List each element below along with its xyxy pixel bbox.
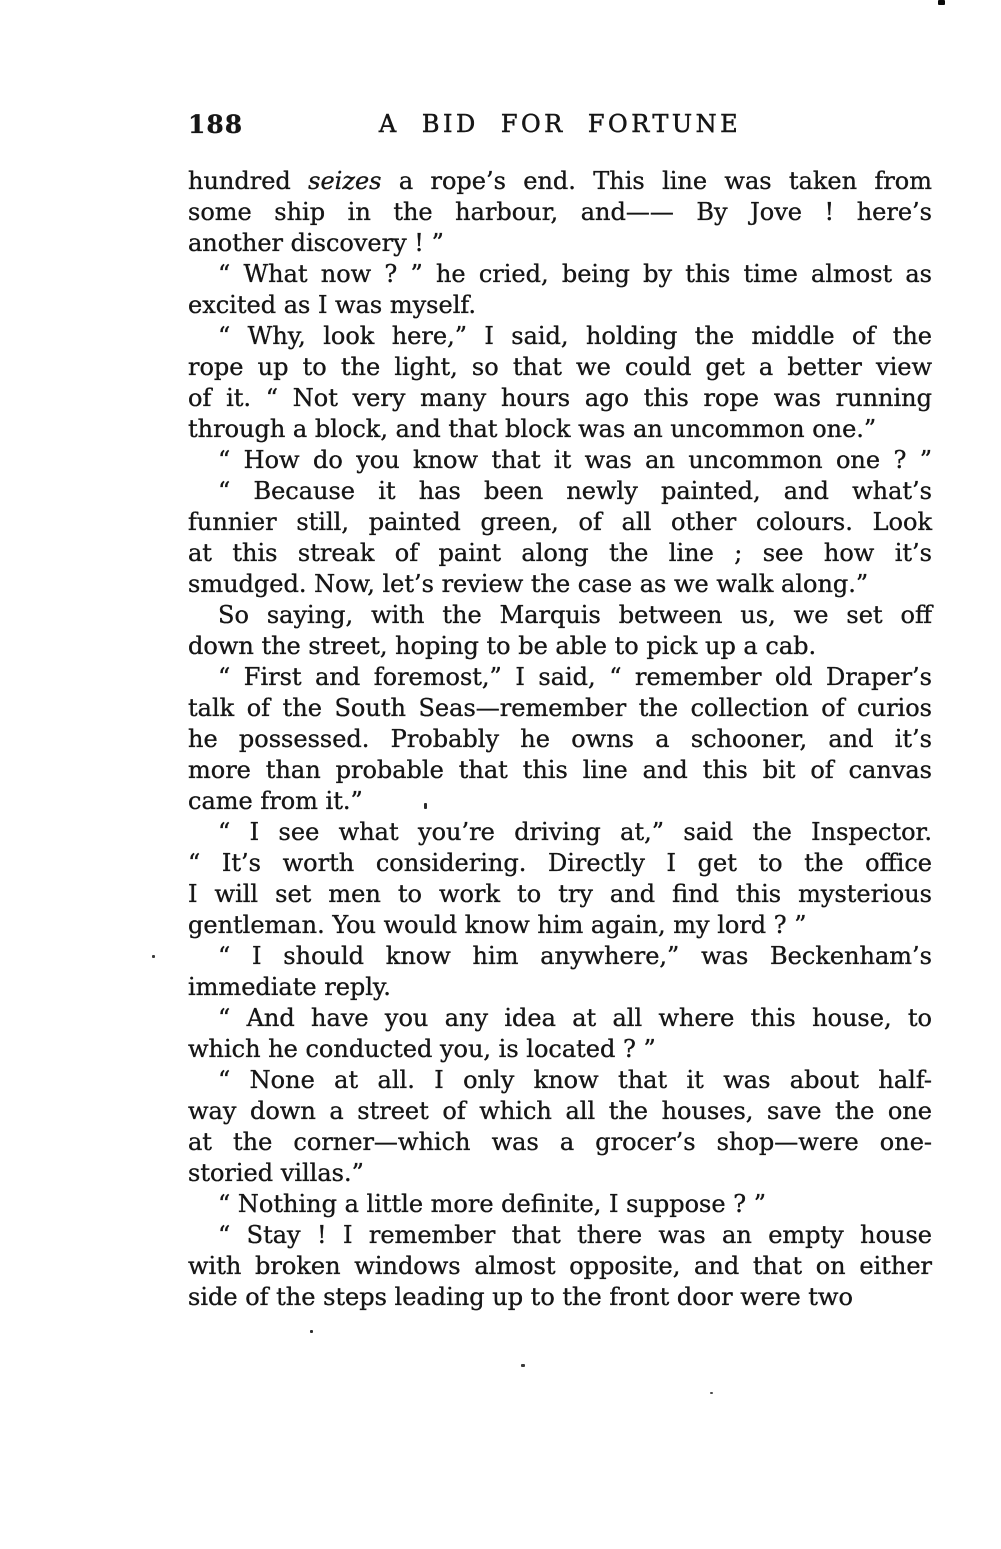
text-run: “ Nothing a little more definite, I suppose ? ” [218, 1190, 766, 1218]
text-run: side of the steps leading up to the front door were two [188, 1283, 853, 1311]
text-line [188, 1220, 932, 1251]
text-line [188, 941, 932, 972]
text-line [188, 724, 932, 755]
text-run: which he conducted you, is located ? ” [188, 1035, 656, 1063]
scan-speck [710, 1392, 713, 1394]
text-line [188, 290, 932, 321]
text-run: with broken windows almost opposite, and that on either [188, 1252, 932, 1280]
scan-speck [938, 0, 945, 5]
text-line [188, 662, 932, 693]
text-line [188, 1003, 932, 1034]
text-line [188, 693, 932, 724]
text-line [188, 259, 932, 290]
text-line [188, 631, 932, 662]
scan-speck [310, 1330, 313, 1333]
text-line [188, 786, 932, 817]
text-run: a rope’s end. This line was taken from [381, 167, 933, 195]
text-line [188, 848, 932, 879]
text-run: immediate reply. [188, 973, 391, 1001]
text-line [188, 414, 932, 445]
text-run: through a block, and that block was an uncommon one.” [188, 415, 877, 443]
text-run: of it. “ Not very many hours ago this rope was running [188, 384, 932, 412]
italic-word: seizes [308, 167, 382, 195]
running-header [188, 110, 932, 144]
text-run: smudged. Now, let’s review the case as we walk along.” [188, 570, 869, 598]
text-line [188, 383, 932, 414]
text-line [188, 228, 932, 259]
text-line [188, 1034, 932, 1065]
text-run: funnier still, painted green, of all other colours. Look [188, 508, 932, 536]
text-line [188, 476, 932, 507]
page-body [188, 166, 932, 1313]
text-run: excited as I was myself. [188, 291, 477, 319]
text-run: down the street, hoping to be able to pick up a cab. [188, 632, 817, 660]
text-run: “ And have you any idea at all where this house, to [218, 1004, 932, 1032]
text-line [188, 507, 932, 538]
text-line [188, 1282, 932, 1313]
text-run: “ Stay ! I remember that there was an empty house [218, 1221, 932, 1249]
scan-speck [424, 803, 427, 809]
text-line [188, 1251, 932, 1282]
text-line [188, 1158, 932, 1189]
text-line [188, 879, 932, 910]
text-line [188, 321, 932, 352]
text-run: way down a street of which all the houses, save the one [188, 1097, 932, 1125]
text-line [188, 910, 932, 941]
text-run: “ None at all. I only know that it was about half- [218, 1066, 932, 1094]
text-line [188, 972, 932, 1003]
text-run: at this streak of paint along the line ; see how it’s [188, 539, 932, 567]
text-line [188, 197, 932, 228]
text-line [188, 538, 932, 569]
text-line [188, 445, 932, 476]
text-run: more than probable that this line and this bit of canvas [188, 756, 932, 784]
text-line [188, 600, 932, 631]
text-run: gentleman. You would know him again, my lord ? ” [188, 911, 807, 939]
text-line [188, 569, 932, 600]
text-run: another discovery ! ” [188, 229, 444, 257]
text-line [188, 1065, 932, 1096]
page-number: 188 [188, 110, 244, 139]
text-run: “ It’s worth considering. Directly I get to the office [188, 849, 932, 877]
text-run: talk of the South Seas—remember the collection of curios [188, 694, 932, 722]
text-run: at the corner—which was a grocer’s shop—were one- [188, 1128, 932, 1156]
text-line [188, 755, 932, 786]
text-run: “ Why, look here,” I said, holding the middle of the [218, 322, 932, 350]
text-line [188, 1189, 932, 1220]
text-run: I will set men to work to try and find this mysterious [188, 880, 932, 908]
text-run: some ship in the harbour, and—— By Jove ! here’s [188, 198, 932, 226]
text-run: came from it.” [188, 787, 363, 815]
text-run: storied villas.” [188, 1159, 364, 1187]
running-title: A BID FOR FORTUNE [378, 110, 742, 138]
text-run: he possessed. Probably he owns a schooner, and it’s [188, 725, 932, 753]
text-run: “ I should know him anywhere,” was Beckenham’s [218, 942, 932, 970]
text-line [188, 352, 932, 383]
text-run: “ What now ? ” he cried, being by this time almost as [218, 260, 932, 288]
text-run: So saying, with the Marquis between us, we set off [218, 601, 932, 629]
text-run: “ Because it has been newly painted, and what’s [218, 477, 932, 505]
scan-speck [521, 1364, 525, 1367]
text-run: “ I see what you’re driving at,” said the Inspector. [218, 818, 932, 846]
text-line [188, 166, 932, 197]
text-run: rope up to the light, so that we could get a better view [188, 353, 932, 381]
text-run: “ How do you know that it was an uncommon one ? ” [218, 446, 932, 474]
text-run: hundred [188, 167, 309, 195]
text-line [188, 1127, 932, 1158]
scan-speck [152, 955, 155, 958]
text-run: “ First and foremost,” I said, “ remember old Draper’s [218, 663, 932, 691]
text-line [188, 817, 932, 848]
text-line [188, 1096, 932, 1127]
